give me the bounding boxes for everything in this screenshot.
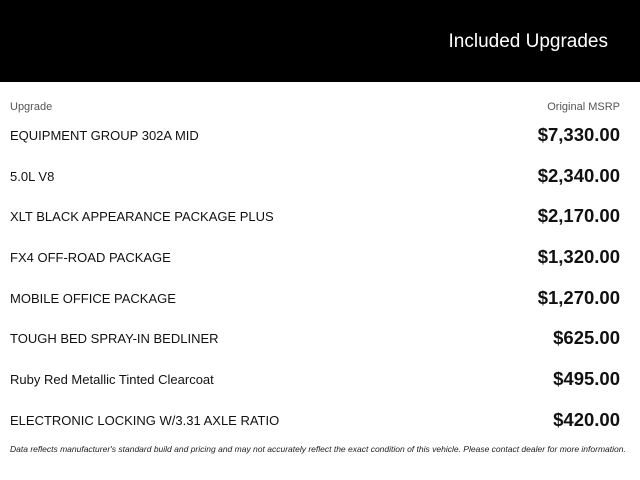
list-item (0, 359, 640, 399)
upgrade-price: $2,170.00 (537, 205, 620, 226)
disclaimer-text: Data reflects manufacturer's standard build and pricing and may not accurately reflect the exact condition of this vehicle. Please contact dealer for more information. (10, 444, 626, 454)
upgrade-name: EQUIPMENT GROUP 302A MID (10, 128, 199, 143)
column-header-msrp: Original MSRP (547, 101, 620, 113)
column-header-upgrade: Upgrade (10, 101, 53, 113)
upgrade-name: Ruby Red Metallic Tinted Clearcoat (10, 372, 214, 387)
upgrade-name: MOBILE OFFICE PACKAGE (10, 291, 176, 306)
upgrade-name: TOUGH BED SPRAY-IN BEDLINER (10, 331, 219, 346)
list-item (0, 156, 640, 196)
upgrade-name: ELECTRONIC LOCKING W/3.31 AXLE RATIO (10, 413, 280, 428)
list-item (0, 196, 640, 236)
list-item (0, 318, 640, 358)
upgrade-price: $1,320.00 (537, 246, 620, 267)
upgrade-price: $2,340.00 (537, 165, 620, 186)
page-title: Included Upgrades (448, 31, 608, 52)
list-item (0, 278, 640, 318)
list-item (0, 115, 640, 155)
list-item (0, 237, 640, 277)
upgrade-price: $7,330.00 (537, 124, 620, 145)
header-bar (0, 0, 640, 82)
upgrade-price: $420.00 (553, 409, 620, 430)
upgrade-price: $625.00 (553, 327, 620, 348)
upgrade-price: $1,270.00 (537, 287, 620, 308)
upgrade-name: 5.0L V8 (10, 169, 55, 184)
list-item (0, 400, 640, 440)
upgrade-name: FX4 OFF-ROAD PACKAGE (10, 250, 171, 265)
upgrade-name: XLT BLACK APPEARANCE PACKAGE PLUS (10, 209, 274, 224)
upgrade-price: $495.00 (553, 368, 620, 389)
